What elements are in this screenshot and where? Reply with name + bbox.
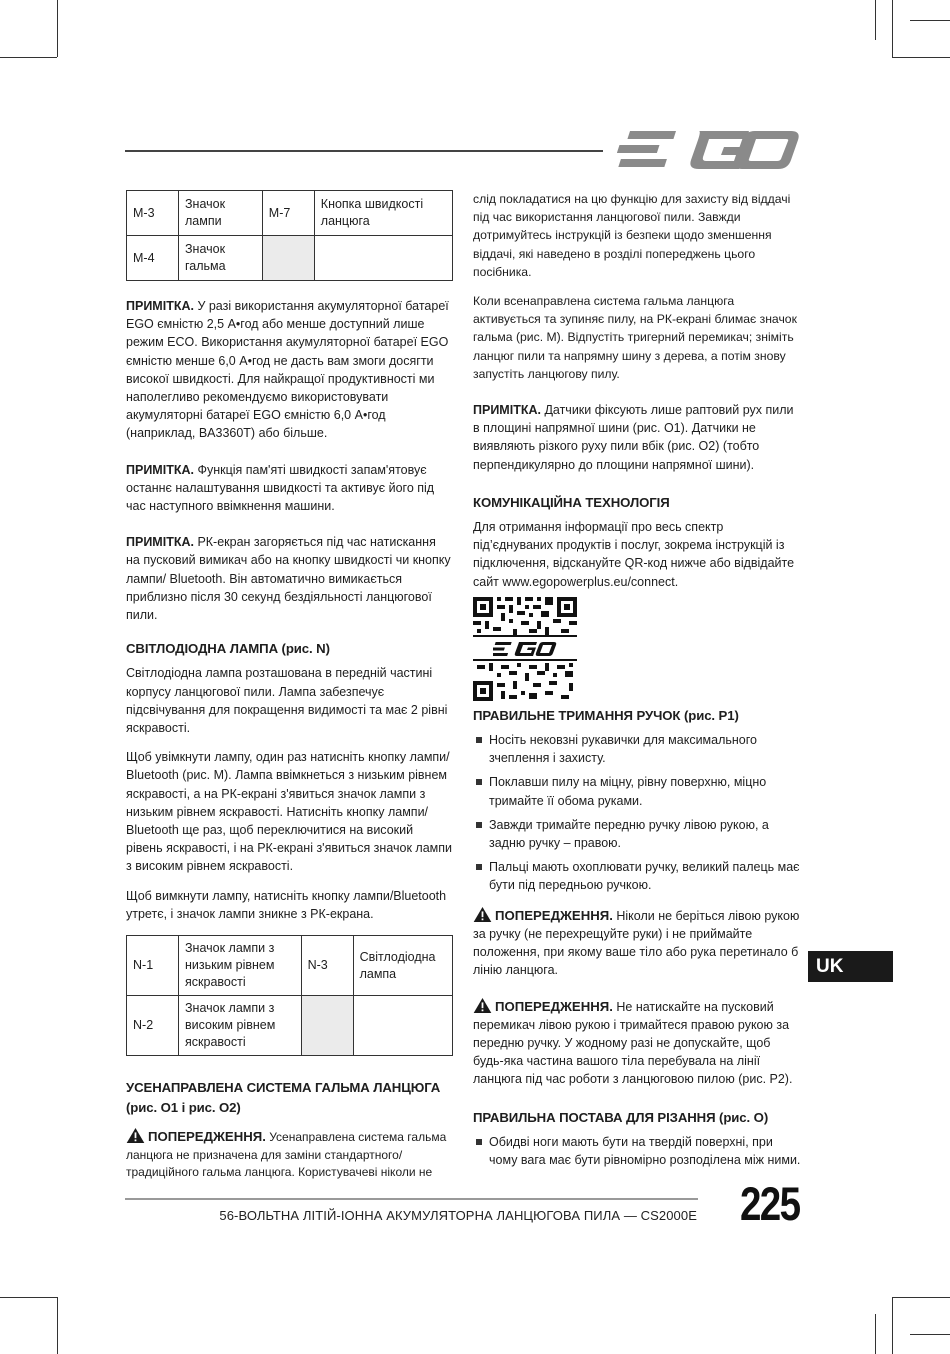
note-lcd <box>126 533 453 624</box>
section-heading-led: СВІТЛОДІОДНА ЛАМПА (рис. N) <box>126 641 330 657</box>
qr-code-lower-icon <box>473 659 577 701</box>
warning-trigger <box>473 998 801 1089</box>
paragraph: Для отримання інформації про весь спектр під’єднуваних продуктів і послуг, зокрема інструкцій із підключення, відскануйте QR-код нижче або відвідайте сайт www.egopowerplus.eu/connect. <box>473 520 795 589</box>
section-heading-communication: КОМУНІКАЦІЙНА ТЕХНОЛОГІЯ <box>473 494 670 510</box>
legend-label: Значок гальма <box>179 236 263 281</box>
left-column <box>126 190 453 1193</box>
note-label: ПРИМІТКА. <box>126 462 194 477</box>
crop-mark <box>892 1297 950 1298</box>
legend-code: M-7 <box>262 191 314 236</box>
legend-code: N-2 <box>127 996 179 1056</box>
table-row <box>127 996 453 1056</box>
crop-mark <box>875 0 876 40</box>
ego-logo-small <box>493 641 557 657</box>
qr-code-upper-icon <box>473 597 577 639</box>
warning-brake <box>126 1128 453 1182</box>
warning-text: Усенаправлена система гальма ланцюга не призначена для заміни стандартного/ традиційного гальма ланцюга. Користувачеві ніколи не <box>126 1130 447 1180</box>
legend-code: N-3 <box>301 936 353 996</box>
note-text: Датчики фіксують лише раптовий рух пили в площині напрямної шини (рис. O1). Датчики не виявляють різкого руху пили вбік (рис. O2) (тобто перпендикулярно до площини напрямної шини). <box>473 403 794 472</box>
legend-label: Значок лампи з низьким рівнем яскравості <box>179 936 302 996</box>
language-tab: UK <box>808 951 893 982</box>
list-item: Пальці мають охоплювати ручку, великий палець має бути під передньою ручкою. <box>473 858 801 894</box>
legend-code: M-4 <box>127 236 179 281</box>
crop-mark <box>875 1314 876 1354</box>
paragraph: Коли всенаправлена система гальма ланцюга активується та зупиняє пилу, на РК-екрані блимає значок гальма (рис. M). Відпустіть тригерний перемикач; зніміть ланцюг пили та напрямну шину з дерева, а потім знову запустіть ланцюгову пилу. <box>473 294 797 381</box>
stance-list <box>473 1133 801 1169</box>
crop-mark <box>892 1297 893 1354</box>
footer-rule <box>125 1198 698 1200</box>
list-item: Обидві ноги мають бути на твердій поверхні, при чому вага має бути рівномірно розподілена між ними. <box>473 1133 801 1169</box>
legend-code: M-3 <box>127 191 179 236</box>
right-column <box>473 190 801 1179</box>
section-heading-stance: ПРАВИЛЬНА ПОСТАВА ДЛЯ РІЗАННЯ (рис. O) <box>473 1109 769 1125</box>
legend-code-empty <box>262 236 314 281</box>
qr-code[interactable] <box>473 597 577 701</box>
grip-list <box>473 731 801 895</box>
note-text: У разі використання акумуляторної батареї EGO ємністю 2,5 А•год або менше доступний лише режим ECO. Використання акумуляторної батареї EGO ємністю менше 6,0 А•год не дасть вам змоги досягти високої швидкості. Для найкращої продуктивності ми наполегливо рекомендуємо використовувати акумуляторні батареї EGO ємністю 6,0 А•год (наприклад, BA3360T) або більше. <box>126 299 449 441</box>
legend-label-empty <box>314 236 452 281</box>
legend-code-empty <box>301 996 353 1056</box>
note-label: ПРИМІТКА. <box>473 403 541 418</box>
header-rule <box>125 150 603 152</box>
warning-label: ПОПЕРЕДЖЕННЯ. <box>495 907 613 923</box>
warning-triangle-icon <box>473 998 492 1013</box>
section-heading-grip: ПРАВИЛЬНЕ ТРИМАННЯ РУЧОК (рис. P1) <box>473 707 739 723</box>
icon-legend-table-m <box>126 190 453 281</box>
crop-mark <box>892 57 950 58</box>
list-item: Завжди тримайте передню ручку лівою рукою, а задню ручку – правою. <box>473 816 801 852</box>
legend-label: Значок лампи <box>179 191 263 236</box>
legend-code: N-1 <box>127 936 179 996</box>
paragraph: Світлодіодна лампа розташована в передній частині корпусу ланцюгової пили. Лампа забезпечує підсвічування для покращення видимості та має 2 рівні яскравості. <box>126 666 448 736</box>
note-text: Функція пам'яті швидкості запам'ятовує останнє налаштування швидкості та активує його під час наступного ввімкнення машини. <box>126 462 435 514</box>
note-speed-memory <box>126 461 453 516</box>
warning-triangle-icon <box>473 907 492 922</box>
crop-mark <box>0 57 57 58</box>
crop-mark <box>57 1297 58 1354</box>
warning-text: Не натискайте на пусковий перемикач лівою рукою і тримайтеся правою рукою за передню ручку. У жодному разі не допускайте, щоб будь-яка частина вашого тіла перебувала на лінії ланцюга під час роботи з ланцюговою пилою (рис. P2). <box>473 999 793 1087</box>
page-number: 225 <box>740 1177 800 1230</box>
note-label: ПРИМІТКА. <box>126 535 194 550</box>
ego-logo <box>617 128 802 172</box>
section-heading-brake: УСЕНАПРАВЛЕНА СИСТЕМА ГАЛЬМА ЛАНЦЮГА (рис. O1 і рис. O2) <box>126 1080 441 1116</box>
note-sensors <box>473 401 801 474</box>
warning-triangle-icon <box>126 1128 145 1143</box>
legend-label: Значок лампи з високим рівнем яскравості <box>179 996 302 1056</box>
warning-grip <box>473 907 801 980</box>
legend-label: Кнопка швидкості ланцюга <box>314 191 452 236</box>
paragraph: Щоб вимкнути лампу, натисніть кнопку лампи/Bluetooth утретє, і значок лампи зникне з РК-екрана. <box>126 888 447 921</box>
note-label: ПРИМІТКА. <box>126 299 194 313</box>
warning-label: ПОПЕРЕДЖЕННЯ. <box>148 1129 266 1145</box>
icon-legend-table-n <box>126 935 453 1056</box>
list-item: Поклавши пилу на міцну, рівну поверхню, міцно тримайте її обома руками. <box>473 773 801 809</box>
crop-mark <box>892 0 893 57</box>
warning-text: Ніколи не беріться лівою рукою за ручку (не перехрещуйте руки) і не приймайте положення, при якому ваше тіло або рука перетинало б лінію ланцюга. <box>473 908 800 978</box>
crop-mark <box>0 1297 57 1298</box>
crop-mark <box>910 20 950 21</box>
note-battery <box>126 297 453 443</box>
paragraph: слід покладатися на цю функцію для захисту від віддачі під час використання ланцюгової пили. Завжди дотримуйтесь інструкцій із безпеки щодо зменшення віддачі, які наведено в розділі попереджень цього посібника. <box>473 192 791 279</box>
crop-mark <box>57 0 58 57</box>
table-row <box>127 936 453 996</box>
warning-label: ПОПЕРЕДЖЕННЯ. <box>495 998 613 1014</box>
table-row <box>127 236 453 281</box>
table-row <box>127 191 453 236</box>
list-item: Носіть нековзні рукавички для максимального зчеплення і захисту. <box>473 731 801 767</box>
legend-label: Світлодіодна лампа <box>353 936 452 996</box>
crop-mark <box>910 1334 950 1335</box>
legend-label-empty <box>353 996 452 1056</box>
note-text: РК-екран загоряється під час натискання на пусковий вимикач або на кнопку швидкості чи кнопку лампи/ Bluetooth. Він автоматично вимикається приблизно після 30 секунд бездіяльності ланцюгової пили. <box>126 535 451 623</box>
paragraph: Щоб увімкнути лампу, один раз натисніть кнопку лампи/ Bluetooth (рис. M). Лампа ввімкнеться з низьким рівнем яскравості, а на РК-екрані з'явиться значок лампи з низьким рівнем яскравості. Натисніть кнопку лампи/ Bluetooth ще раз, щоб переключитися на високий рівень яскравості, і на РК-екрані з'явиться значок лампи з високим рівнем яскравості. <box>126 750 452 874</box>
footer-title: 56-ВОЛЬТНА ЛІТІЙ-ІОННА АКУМУЛЯТОРНА ЛАНЦЮГОВА ПИЛА — CS2000E <box>219 1208 697 1223</box>
